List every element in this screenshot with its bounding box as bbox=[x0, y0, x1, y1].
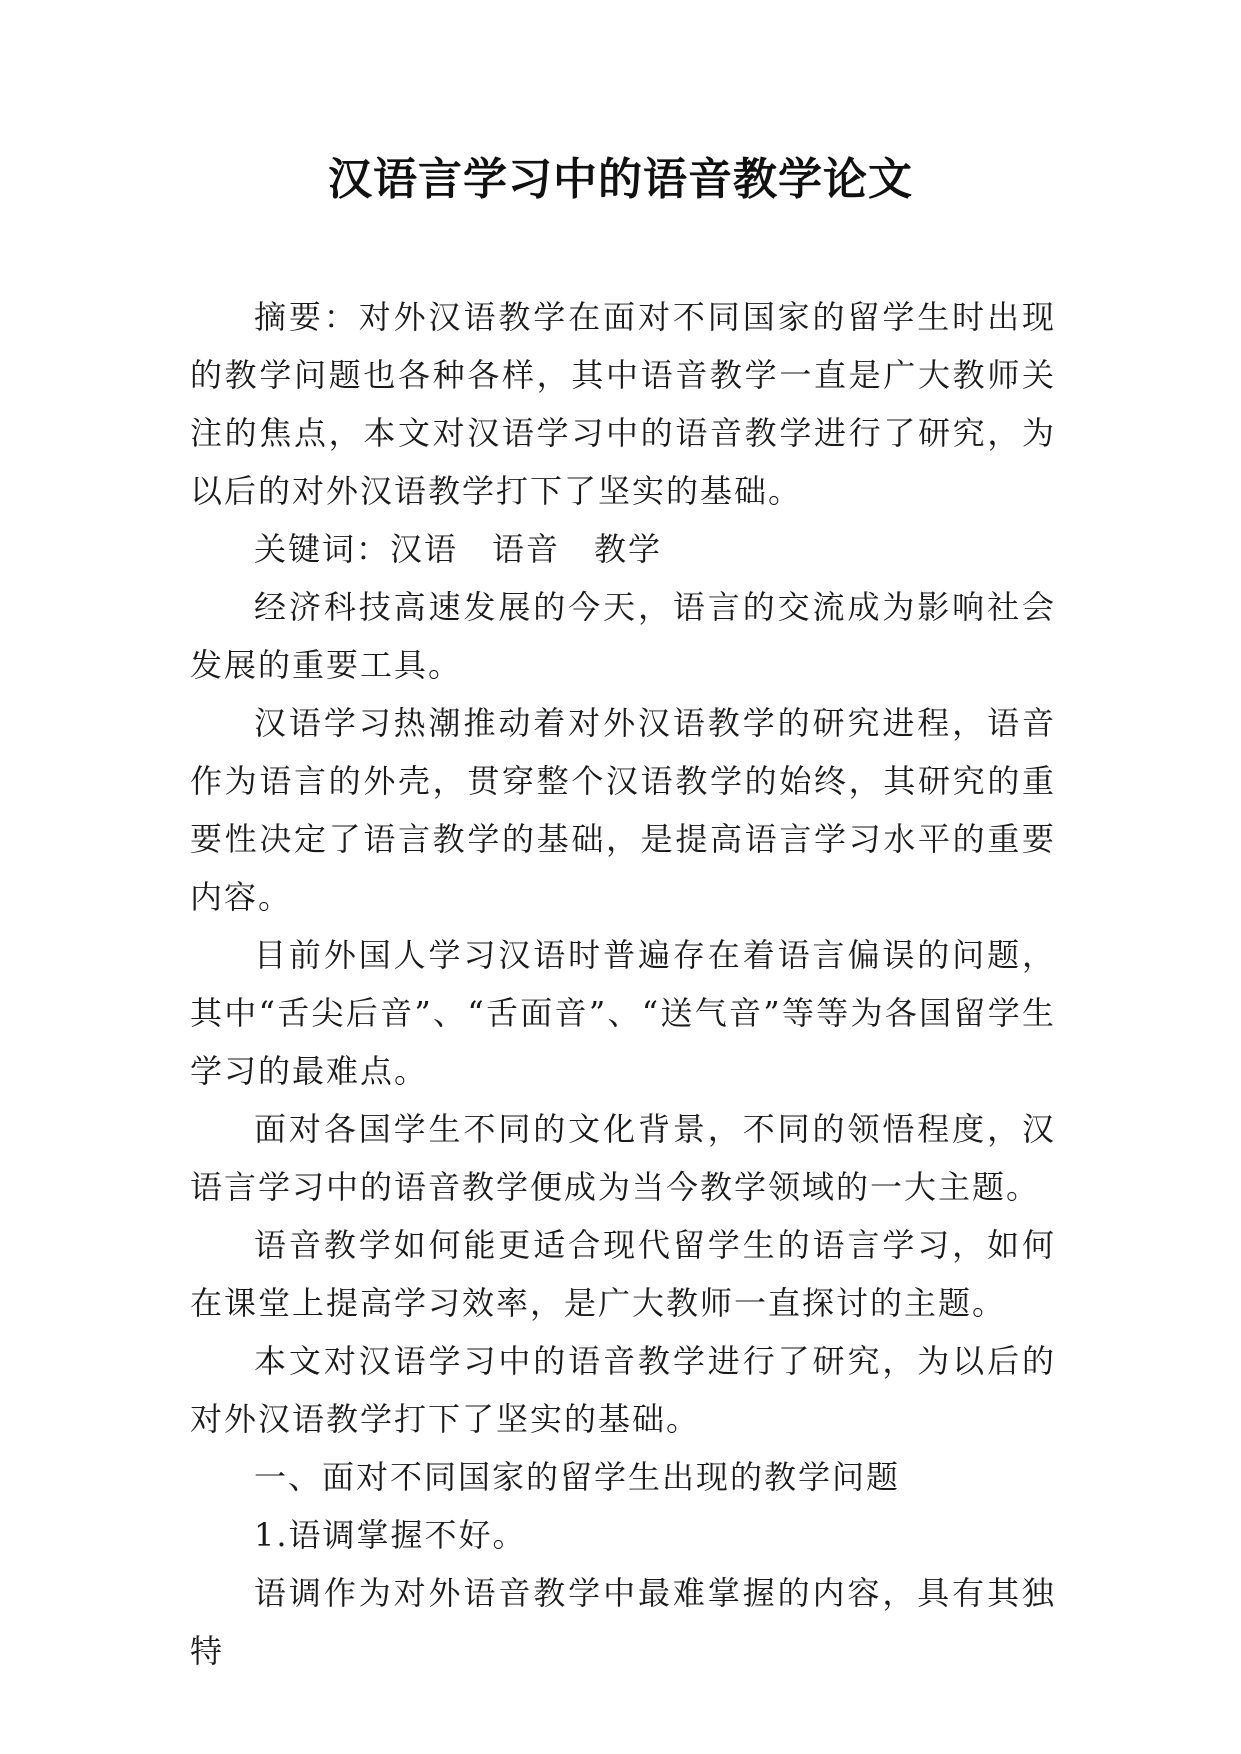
body-paragraph: 经济科技高速发展的今天，语言的交流成为影响社会发展的重要工具。 bbox=[190, 588, 1056, 684]
body-paragraph: 面对各国学生不同的文化背景，不同的领悟程度，汉语言学习中的语音教学便成为当今教学领域的一大主题。 bbox=[190, 1110, 1056, 1206]
body-paragraph: 语音教学如何能更适合现代留学生的语言学习，如何在课堂上提高学习效率，是广大教师一直探讨的主题。 bbox=[190, 1226, 1056, 1322]
document-title: 汉语言学习中的语音教学论文 bbox=[328, 154, 913, 205]
keywords-line: 关键词：汉语 语音 教学 bbox=[254, 530, 663, 568]
body-paragraph: 本文对汉语学习中的语音教学进行了研究，为以后的对外汉语教学打下了坚实的基础。 bbox=[190, 1342, 1056, 1438]
section-heading: 一、面对不同国家的留学生出现的教学问题 bbox=[254, 1458, 901, 1496]
document-body bbox=[190, 288, 1056, 1680]
abstract-paragraph: 摘要：对外汉语教学在面对不同国家的留学生时出现的教学问题也各种各样，其中语音教学一直是广大教师关注的焦点，本文对汉语学习中的语音教学进行了研究，为以后的对外汉语教学打下了坚实的基础。 bbox=[190, 298, 1056, 510]
subsection-heading: 1.语调掌握不好。 bbox=[254, 1516, 527, 1554]
body-paragraph: 语调作为对外语音教学中最难掌握的内容，具有其独特 bbox=[190, 1574, 1056, 1670]
body-paragraph: 汉语学习热潮推动着对外汉语教学的研究进程，语音作为语言的外壳，贯穿整个汉语教学的始终，其研究的重要性决定了语言教学的基础，是提高语言学习水平的重要内容。 bbox=[190, 704, 1056, 916]
body-paragraph: 目前外国人学习汉语时普遍存在着语言偏误的问题，其中“舌尖后音”、“舌面音”、“送气音”等等为各国留学生学习的最难点。 bbox=[190, 936, 1056, 1090]
